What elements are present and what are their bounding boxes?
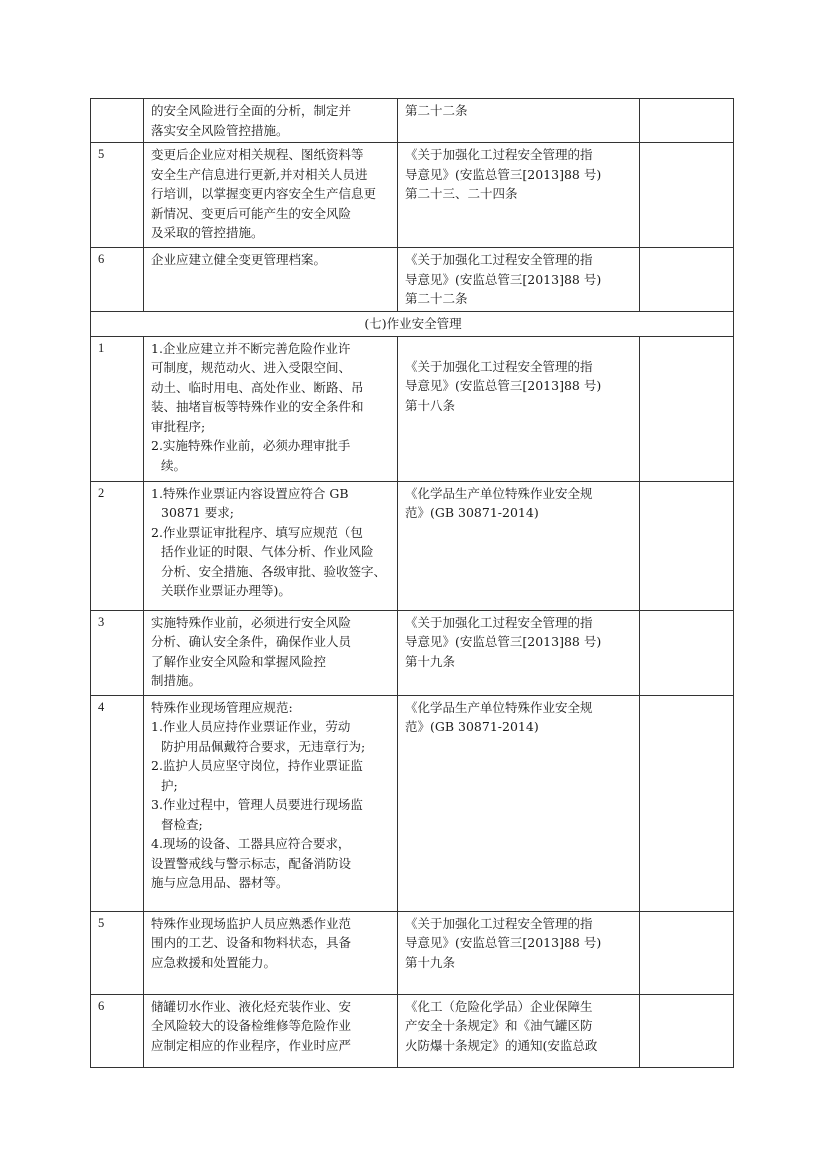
row-number: 4 bbox=[91, 695, 144, 911]
requirement-line: 3.作业过程中，管理人员要进行现场监 bbox=[151, 797, 363, 812]
table-row bbox=[91, 610, 734, 695]
basis-line: 第十八条 bbox=[405, 397, 456, 413]
table-row bbox=[91, 481, 734, 610]
basis-cell bbox=[398, 336, 640, 481]
basis-line: 火防爆十条规定》的通知(安监总政 bbox=[405, 1037, 598, 1053]
requirement-cell bbox=[144, 695, 398, 911]
requirement-line: 特殊作业现场监护人员应熟悉作业范 bbox=[151, 915, 352, 931]
basis-line: 导意见》(安监总管三[2013]88 号) bbox=[405, 271, 602, 287]
remarks-cell bbox=[640, 911, 734, 994]
requirement-line: 护; bbox=[161, 777, 178, 793]
requirement-line: 储罐切水作业、液化烃充装作业、安 bbox=[151, 998, 352, 1014]
requirement-line: 安全生产信息进行更新,并对相关人员进 bbox=[151, 166, 368, 182]
table-row bbox=[91, 143, 734, 248]
basis-line: 《关于加强化工过程安全管理的指 bbox=[405, 147, 593, 162]
row-number: 5 bbox=[91, 911, 144, 994]
table-row bbox=[91, 336, 734, 481]
requirement-line: 括作业证的时限、气体分析、作业风险 bbox=[161, 544, 374, 559]
requirement-line: 设置警戒线与警示标志，配备消防设 bbox=[151, 855, 352, 871]
requirement-line: 防护用品佩戴符合要求，无违章行为; bbox=[161, 738, 366, 754]
requirement-cell bbox=[144, 336, 398, 481]
row-number: 3 bbox=[91, 610, 144, 695]
basis-cell bbox=[398, 481, 640, 610]
remarks-cell bbox=[640, 695, 734, 911]
requirement-line: 30871 要求; bbox=[161, 505, 234, 520]
requirement-line: 督检查; bbox=[161, 816, 203, 832]
row-number bbox=[91, 99, 144, 143]
basis-line: 《关于加强化工过程安全管理的指 bbox=[405, 614, 593, 630]
requirement-cell bbox=[144, 610, 398, 695]
requirement-line: 关联作业票证办理等)。 bbox=[161, 583, 291, 598]
basis-line: 范》(GB 30871-2014) bbox=[405, 719, 539, 734]
basis-line: 《化学品生产单位特殊作业安全规 bbox=[405, 485, 593, 501]
row-number: 1 bbox=[91, 336, 144, 481]
basis-cell bbox=[398, 248, 640, 312]
requirement-line: 施与应急用品、器材等。 bbox=[151, 875, 289, 890]
basis-line: 第二十二条 bbox=[405, 103, 468, 118]
row-number: 2 bbox=[91, 481, 144, 610]
requirement-line: 的安全风险进行全面的分析，制定并 bbox=[151, 103, 352, 118]
requirement-line: 新情况、变更后可能产生的安全风险 bbox=[151, 205, 352, 221]
requirement-line: 1.企业应建立并不断完善危险作业许 bbox=[151, 340, 351, 356]
requirement-line: 4.现场的设备、工器具应符合要求， bbox=[151, 836, 351, 851]
remarks-cell bbox=[640, 610, 734, 695]
basis-line: 《关于加强化工过程安全管理的指 bbox=[405, 915, 593, 931]
requirement-line: 全风险较大的设备检维修等危险作业 bbox=[151, 1018, 352, 1033]
section-row bbox=[91, 312, 734, 337]
remarks-cell bbox=[640, 994, 734, 1067]
requirement-cell bbox=[144, 911, 398, 994]
requirement-line: 应急救援和处置能力。 bbox=[151, 954, 277, 970]
row-number: 5 bbox=[91, 143, 144, 248]
requirement-line: 分析、确认安全条件，确保作业人员 bbox=[151, 634, 352, 649]
table-row bbox=[91, 994, 734, 1067]
requirement-line: 了解作业安全风险和掌握风险控 bbox=[151, 653, 327, 669]
basis-line: 导意见》(安监总管三[2013]88 号) bbox=[405, 378, 602, 393]
requirement-line: 2.实施特殊作业前，必须办理审批手 bbox=[151, 438, 351, 453]
basis-line: 产安全十条规定》和《油气罐区防 bbox=[405, 1018, 593, 1033]
requirements-table bbox=[90, 98, 734, 1068]
basis-cell bbox=[398, 695, 640, 911]
requirement-cell bbox=[144, 99, 398, 143]
requirement-line: 落实安全风险管控措施。 bbox=[151, 122, 289, 138]
requirement-line: 1.作业人员应持作业票证作业，劳动 bbox=[151, 719, 351, 734]
remarks-cell bbox=[640, 336, 734, 481]
requirement-line: 制措施。 bbox=[151, 673, 202, 688]
basis-cell bbox=[398, 911, 640, 994]
basis-line: 《关于加强化工过程安全管理的指 bbox=[405, 358, 593, 374]
requirement-cell bbox=[144, 994, 398, 1067]
requirement-line: 装、抽堵盲板等特殊作业的安全条件和 bbox=[151, 399, 364, 414]
requirement-line: 续。 bbox=[161, 457, 187, 473]
requirement-cell bbox=[144, 143, 398, 248]
requirement-line: 审批程序; bbox=[151, 418, 206, 434]
table-row bbox=[91, 248, 734, 312]
requirement-line: 行培训，以掌握变更内容安全生产信息更 bbox=[151, 186, 377, 201]
remarks-cell bbox=[640, 143, 734, 248]
basis-line: 第二十三、二十四条 bbox=[405, 186, 518, 201]
basis-line: 导意见》(安监总管三[2013]88 号) bbox=[405, 935, 602, 950]
remarks-cell bbox=[640, 481, 734, 610]
requirement-line: 实施特殊作业前，必须进行安全风险 bbox=[151, 614, 352, 630]
table-row bbox=[91, 99, 734, 143]
basis-line: 第二十二条 bbox=[405, 291, 468, 306]
requirement-line: 2.作业票证审批程序、填写应规范（包 bbox=[151, 524, 363, 540]
requirement-line: 企业应建立健全变更管理档案。 bbox=[151, 252, 327, 267]
basis-line: 《关于加强化工过程安全管理的指 bbox=[405, 252, 593, 267]
remarks-cell bbox=[640, 99, 734, 143]
requirement-line: 及采取的管控措施。 bbox=[151, 225, 264, 240]
basis-line: 第十九条 bbox=[405, 653, 456, 669]
requirement-cell bbox=[144, 248, 398, 312]
basis-line: 第十九条 bbox=[405, 954, 456, 970]
basis-cell bbox=[398, 994, 640, 1067]
requirement-line: 分析、安全措施、各级审批、验收签字、 bbox=[161, 563, 387, 579]
basis-line: 《化学品生产单位特殊作业安全规 bbox=[405, 699, 593, 715]
requirement-line: 2.监护人员应坚守岗位，持作业票证监 bbox=[151, 758, 363, 773]
requirement-line: 围内的工艺、设备和物料状态，具备 bbox=[151, 935, 352, 950]
basis-cell bbox=[398, 99, 640, 143]
table-row bbox=[91, 695, 734, 911]
basis-cell bbox=[398, 610, 640, 695]
basis-line: 导意见》(安监总管三[2013]88 号) bbox=[405, 166, 602, 182]
requirement-line: 应制定相应的作业程序，作业时应严 bbox=[151, 1037, 352, 1053]
requirement-line: 1.特殊作业票证内容设置应符合 GB bbox=[151, 485, 349, 501]
row-number: 6 bbox=[91, 248, 144, 312]
table-row bbox=[91, 911, 734, 994]
basis-line: 范》(GB 30871-2014) bbox=[405, 505, 539, 520]
basis-line: 《化工（危险化学品）企业保障生 bbox=[405, 998, 593, 1014]
row-number: 6 bbox=[91, 994, 144, 1067]
requirement-line: 动土、临时用电、高处作业、断路、吊 bbox=[151, 379, 364, 395]
basis-cell bbox=[398, 143, 640, 248]
requirement-line: 变更后企业应对相关规程、图纸资料等 bbox=[151, 147, 364, 162]
remarks-cell bbox=[640, 248, 734, 312]
section-title: (七)作业安全管理 bbox=[91, 312, 734, 337]
requirement-line: 特殊作业现场管理应规范: bbox=[151, 699, 293, 715]
basis-line: 导意见》(安监总管三[2013]88 号) bbox=[405, 634, 602, 649]
requirement-line: 可制度，规范动火、进入受限空间、 bbox=[151, 360, 352, 375]
requirement-cell bbox=[144, 481, 398, 610]
